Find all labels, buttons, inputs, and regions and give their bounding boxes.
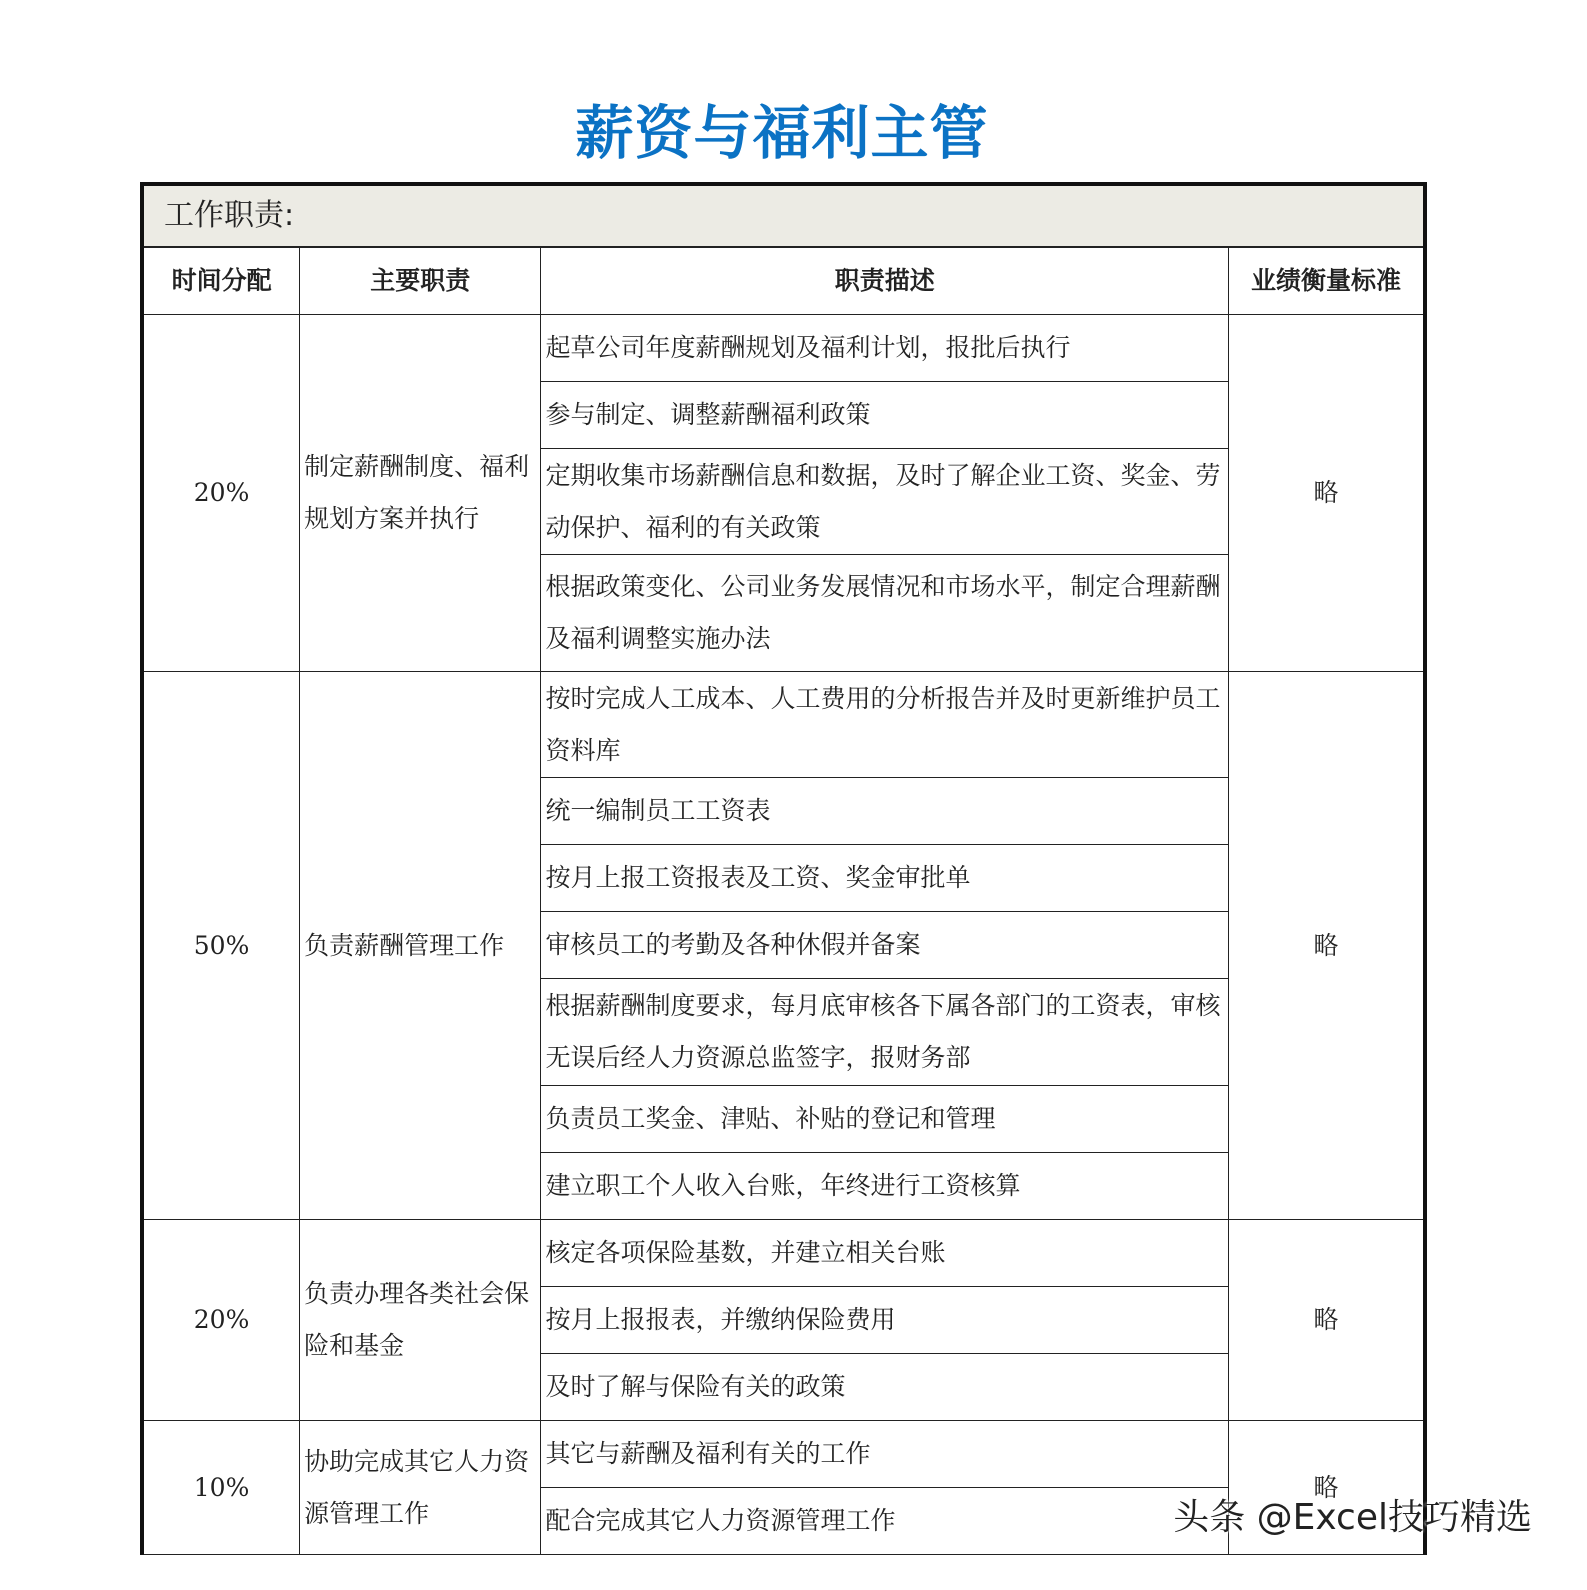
- duty-description: 审核员工的考勤及各种休假并备案: [541, 912, 1229, 979]
- duties-table: [140, 182, 1427, 1555]
- duty-description: 统一编制员工工资表: [541, 778, 1229, 845]
- main-duty: 制定薪酬制度、福利规划方案并执行: [300, 315, 541, 672]
- duty-description: 及时了解与保险有关的政策: [541, 1354, 1229, 1421]
- section-heading: 工作职责:: [142, 184, 1425, 247]
- time-allocation: 10%: [142, 1421, 300, 1555]
- performance-measure: 略: [1229, 1421, 1425, 1555]
- performance-measure: 略: [1229, 672, 1425, 1220]
- duty-description: 负责员工奖金、津贴、补贴的登记和管理: [541, 1086, 1229, 1153]
- table-row: [142, 1421, 1425, 1488]
- duty-description: 根据政策变化、公司业务发展情况和市场水平，制定合理薪酬及福利调整实施办法: [541, 555, 1229, 672]
- table-row: [142, 1220, 1425, 1287]
- header-duty: 主要职责: [300, 247, 541, 315]
- time-allocation: 20%: [142, 315, 300, 672]
- main-duty: 负责办理各类社会保险和基金: [300, 1220, 541, 1421]
- table-row: [142, 315, 1425, 382]
- duty-description: 其它与薪酬及福利有关的工作: [541, 1421, 1229, 1488]
- performance-measure: 略: [1229, 315, 1425, 672]
- duty-description: 根据薪酬制度要求，每月底审核各下属各部门的工资表，审核无误后经人力资源总监签字，报财务部: [541, 979, 1229, 1086]
- main-duty: 协助完成其它人力资源管理工作: [300, 1421, 541, 1555]
- time-allocation: 50%: [142, 672, 300, 1220]
- duty-description: 定期收集市场薪酬信息和数据，及时了解企业工资、奖金、劳动保护、福利的有关政策: [541, 449, 1229, 555]
- duty-description: 按月上报报表，并缴纳保险费用: [541, 1287, 1229, 1354]
- header-measure: 业绩衡量标准: [1229, 247, 1425, 315]
- duty-description: 核定各项保险基数，并建立相关台账: [541, 1220, 1229, 1287]
- header-description: 职责描述: [541, 247, 1229, 315]
- performance-measure: 略: [1229, 1220, 1425, 1421]
- duty-description: 按月上报工资报表及工资、奖金审批单: [541, 845, 1229, 912]
- time-allocation: 20%: [142, 1220, 300, 1421]
- main-duty: 负责薪酬管理工作: [300, 672, 541, 1220]
- table-row: [142, 672, 1425, 778]
- duty-description: 参与制定、调整薪酬福利政策: [541, 382, 1229, 449]
- duty-description: 建立职工个人收入台账，年终进行工资核算: [541, 1153, 1229, 1220]
- duty-description: 起草公司年度薪酬规划及福利计划，报批后执行: [541, 315, 1229, 382]
- header-time: 时间分配: [142, 247, 300, 315]
- duty-description: 配合完成其它人力资源管理工作: [541, 1488, 1229, 1555]
- page-title: 薪资与福利主管: [575, 99, 989, 167]
- watermark: 头条 @Excel技巧精选: [1173, 1497, 1532, 1538]
- duty-description: 按时完成人工成本、人工费用的分析报告并及时更新维护员工资料库: [541, 672, 1229, 778]
